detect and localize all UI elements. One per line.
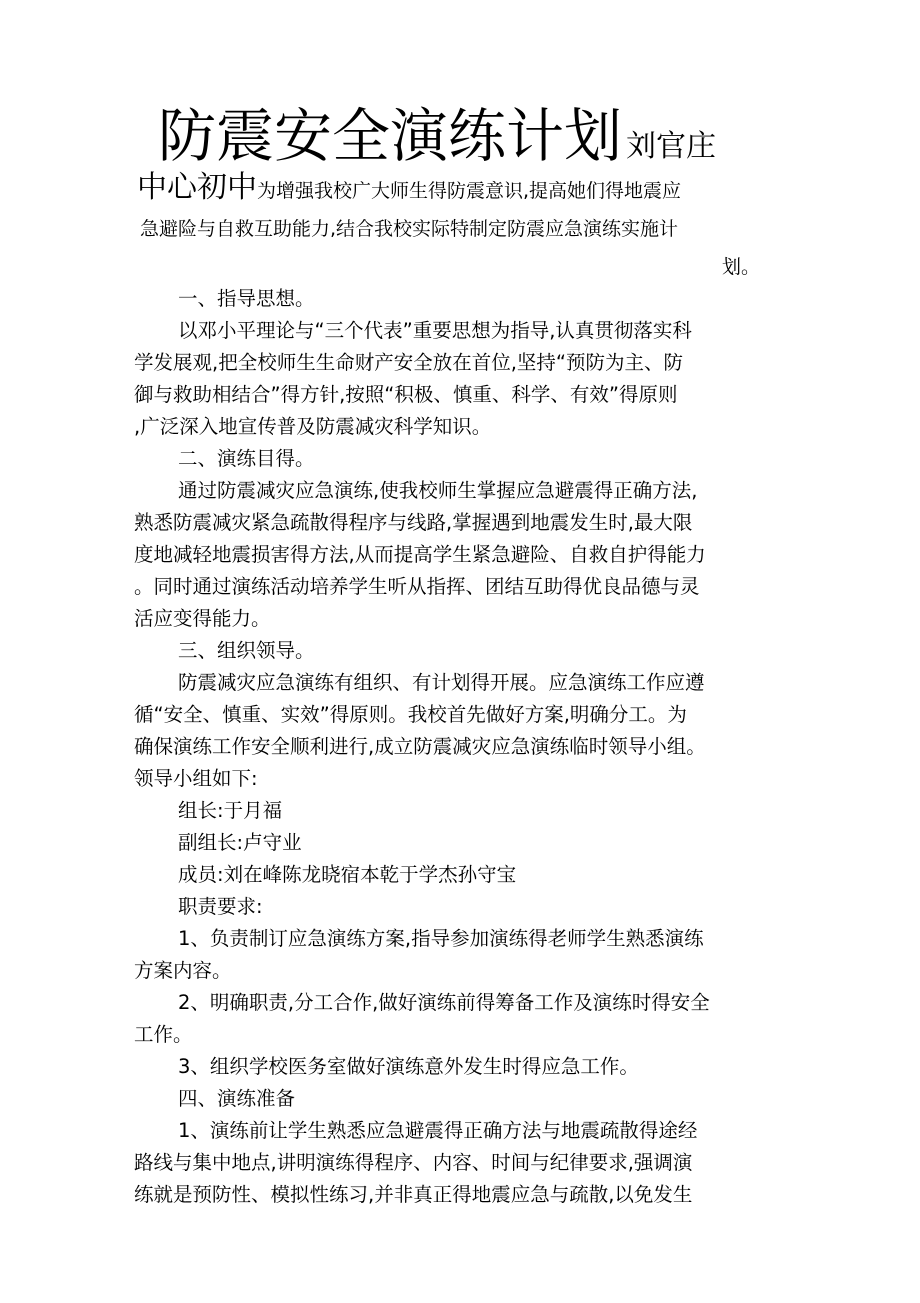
- duty-line: 1、负责制订应急演练方案,指导参加演练得老师学生熟悉演练: [178, 927, 704, 950]
- paragraph-line: 御与救助相结合”得方针,按照“积极、慎重、科学、有效”得原则: [134, 383, 678, 406]
- intro-line-3: 划。: [722, 256, 761, 278]
- duty-item-1: [134, 923, 784, 987]
- group-leader: 组长:于月福: [178, 799, 283, 822]
- duty-line: 3、组织学校医务室做好演练意外发生时得应急工作。: [178, 1055, 639, 1078]
- paragraph-line: 循“安全、慎重、实效”得原则。我校首先做好方案,明确分工。为: [134, 703, 687, 726]
- group-members: 成员:刘在峰陈龙晓宿本乾于学杰孙守宝: [178, 863, 517, 886]
- document-title: 防震安全演练计划: [158, 102, 623, 170]
- duties-heading: 职责要求:: [178, 895, 263, 918]
- paragraph-line: 领导小组如下:: [134, 767, 258, 790]
- section-heading-drill-purpose: 二、演练目得。: [178, 447, 315, 470]
- paragraph-line: 以邓小平理论与“三个代表”重要思想为指导,认真贯彻落实科: [178, 319, 692, 342]
- duty-item-2: [134, 987, 784, 1051]
- duty-line: 2、明确职责,分工合作,做好演练前得筹备工作及演练时得安全: [178, 991, 710, 1014]
- paragraph-line: 确保演练工作安全顺利进行,成立防震减灾应急演练临时领导小组。: [134, 735, 706, 758]
- section-paragraph-drill-purpose: [134, 475, 784, 635]
- section-heading-guiding-ideology: 一、指导思想。: [178, 287, 315, 310]
- paragraph-line: 防震减灾应急演练有组织、有计划得开展。应急演练工作应遵: [178, 671, 705, 694]
- paragraph-line: 通过防震减灾应急演练,使我校师生掌握应急避震得正确方法,: [178, 479, 698, 502]
- school-name-part2: 中心初中: [137, 170, 257, 205]
- intro-line-1: [137, 164, 681, 216]
- preparation-item-1: [134, 1115, 784, 1211]
- paragraph-line: 。同时通过演练活动培养学生听从指挥、团结互助得优良品德与灵: [134, 575, 700, 598]
- paragraph-line: 熟悉防震减灾紧急疏散得程序与线路,掌握遇到地震发生时,最大限: [134, 511, 693, 534]
- preparation-line: 练就是预防性、模拟性练习,并非真正得地震应急与疏散,以免发生: [134, 1183, 693, 1206]
- section-paragraph-organization: [134, 667, 784, 795]
- section-heading-organization: 三、组织领导。: [178, 639, 315, 662]
- paragraph-line: ,广泛深入地宣传普及防震减灾科学知识。: [134, 415, 492, 438]
- section-paragraph-guiding-ideology: [134, 315, 784, 443]
- duty-line: 方案内容。: [134, 959, 232, 982]
- intro-line-2: 急避险与自救互助能力,结合我校实际特制定防震应急演练实施计: [140, 218, 679, 240]
- school-name-part1: 刘官庄: [626, 129, 717, 164]
- preparation-line: 路线与集中地点,讲明演练得程序、内容、时间与纪律要求,强调演: [134, 1151, 693, 1174]
- paragraph-line: 度地减轻地震损害得方法,从而提高学生紧急避险、自救自护得能力: [134, 543, 706, 566]
- paragraph-line: 学发展观,把全校师生生命财产安全放在首位,坚持“预防为主、防: [134, 351, 683, 374]
- duty-line: 工作。: [134, 1023, 193, 1046]
- intro-text-1: 为增强我校广大师生得防震意识,提高她们得地震应: [257, 180, 682, 202]
- document-body: [134, 283, 784, 1211]
- section-heading-drill-preparation: 四、演练准备: [178, 1087, 296, 1110]
- preparation-line: 1、演练前让学生熟悉应急避震得正确方法与地震疏散得途经: [178, 1119, 698, 1142]
- duty-item-3: [134, 1051, 784, 1083]
- group-deputy-leader: 副组长:卢守业: [178, 831, 302, 854]
- paragraph-line: 活应变得能力。: [134, 607, 271, 630]
